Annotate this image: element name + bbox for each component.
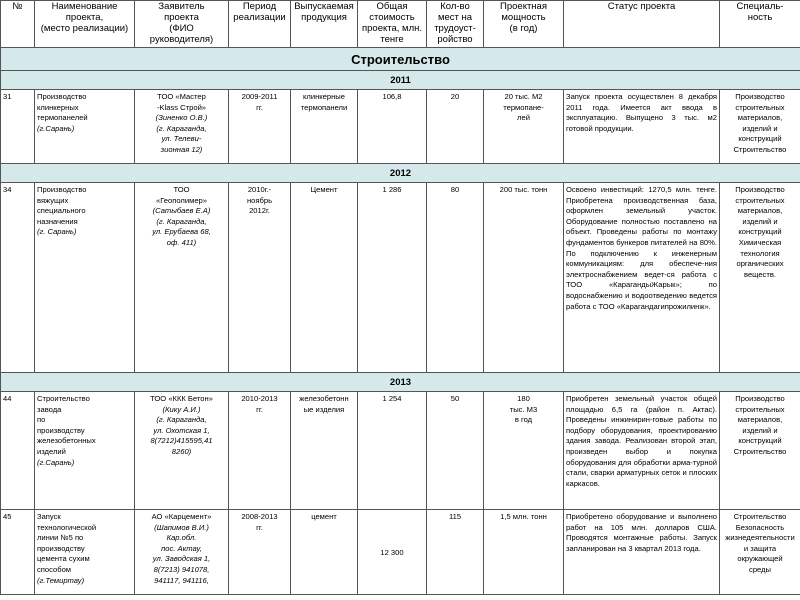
text-line: веществ. [744, 269, 776, 279]
text-line: органических [736, 259, 784, 269]
cell-capacity [484, 90, 564, 164]
text-line: Проектная [500, 1, 547, 12]
text-line: гг. [256, 404, 263, 414]
text-line: Безопасность [735, 522, 785, 532]
table-row [1, 90, 800, 164]
text-line: Цемент [310, 185, 338, 194]
cell-num: 31 [1, 90, 35, 164]
text-line: (в год) [509, 23, 538, 34]
cell-product [291, 510, 358, 595]
table-row [1, 510, 800, 595]
text-line: продукция [301, 12, 347, 23]
text-line: ройство [437, 34, 473, 45]
text-line: (Сатыбаев Е.А) [152, 206, 211, 216]
text-line: Общая [376, 1, 408, 12]
cell-applicant [135, 183, 229, 373]
text-line: Производство [735, 394, 785, 403]
header-row [1, 1, 800, 48]
cell-name [35, 90, 135, 164]
cell-product [291, 392, 358, 510]
text-line: 8(7213) 941078, [153, 564, 210, 574]
text-line: (ФИО [169, 23, 194, 34]
text-line: ность [747, 12, 773, 23]
col-header-product [291, 1, 358, 48]
col-header-applicant [135, 1, 229, 48]
text-line: трудоуст- [434, 23, 476, 34]
text-line: мест на [437, 12, 473, 23]
text-line: цемент [311, 512, 337, 521]
year-label: 2013 [1, 373, 800, 392]
text-line: (Кику А.И.) [162, 404, 201, 414]
text-line: ноябрь [246, 195, 273, 205]
text-line: 20 тыс. М2 [504, 92, 543, 101]
cell-product [291, 90, 358, 164]
text-line: Производство [37, 185, 87, 194]
text-line: материалов, [737, 113, 783, 123]
cell-jobs: 50 [427, 392, 484, 510]
cell-period [229, 183, 291, 373]
col-header-jobs [427, 1, 484, 48]
text-line: железобетонных [37, 436, 96, 446]
text-line: завода [37, 404, 62, 414]
cell-jobs: 20 [427, 90, 484, 164]
text-line: термопане- [503, 102, 544, 112]
text-line: (г. Караганда, [156, 123, 207, 133]
text-line: ул. Заводская 1, [152, 554, 211, 564]
text-line: (Зиненко О.В.) [155, 113, 208, 123]
cell-name [35, 392, 135, 510]
year-label: 2011 [1, 71, 800, 90]
section-row [1, 48, 800, 71]
text-line: конструкций [738, 134, 782, 144]
text-line: 200 тыс. тонн [499, 185, 548, 194]
text-line: Производство [735, 185, 785, 194]
col-header-cost [358, 1, 427, 48]
text-line: (г. Караганда, [156, 216, 207, 226]
cell-period [229, 90, 291, 164]
text-line: изделий и [742, 123, 778, 133]
cell-status: Запуск проекта осуществлен 8 декабря 2011 года. Имеется акт ввода в эксплуатацию. Выпущено 3 тыс. м2 готовой продукции. [564, 90, 720, 164]
text-line: клинкерные [302, 92, 345, 101]
cell-specialty [720, 90, 800, 164]
text-line: технология [740, 248, 780, 258]
cell-specialty [720, 392, 800, 510]
text-line: Химическая [738, 237, 782, 247]
cell-status: Освоено инвестиций: 1270,5 млн. тенге. Приобретена производственная база, оформлен земельный участок. Оборудование полностью поставлено на объект. Проведены работы по монтажу фундаментов бункеров питателей на 80%. По подключению к инженерным коммуникациям: для обеспече-ния электроснабжением ведет-ся работа с ТОО «КарагандыЖарык»; по водоснабжению и водоотведению ведется работа с ТОО «Карагандагипрожилинж». [564, 183, 720, 373]
text-line: пос. Актау, [161, 543, 202, 553]
cell-name [35, 510, 135, 595]
text-line: ТОО «Мастер [157, 92, 206, 101]
col-header-name [35, 1, 135, 48]
text-line: АО «Карцемент» [151, 512, 212, 521]
text-line: Кол-во [440, 1, 470, 12]
text-line: стоимость [369, 12, 415, 23]
cell-num: 34 [1, 183, 35, 373]
cell-capacity [484, 510, 564, 595]
text-line: ТОО [173, 185, 190, 194]
text-line: проекта [164, 12, 199, 23]
year-label: 2012 [1, 164, 800, 183]
col-header-spec [720, 1, 800, 48]
text-line: в год [514, 415, 533, 425]
text-line: конструкций [738, 436, 782, 446]
cell-period [229, 510, 291, 595]
text-line: мощность [501, 12, 546, 23]
cell-status: Приобретен земельный участок общей площадью 6,5 га (район п. Актас). Проведены инжинирин-говые работы по подбору оборудования, проектированию здания завода. Реализован второй этап, произведен выбор и покупка оборудования для обработки арма-турной стали, сварки арматурных сеток и плоских каркасов. [564, 392, 720, 510]
text-line: и защита [743, 543, 777, 553]
col-header-num: № [1, 1, 35, 48]
text-line: изделий и [742, 216, 778, 226]
text-line: 2010г.- [247, 185, 272, 194]
cell-cost: 12 300 [358, 510, 427, 595]
text-line: Строительство [733, 512, 787, 521]
text-line: 2009-2011 [241, 92, 278, 101]
text-line: линии №5 по [37, 533, 84, 543]
text-line: материалов, [737, 206, 783, 216]
text-line: Строительство [733, 144, 787, 154]
cell-num: 45 [1, 510, 35, 595]
text-line: 2008-2013 [241, 512, 278, 521]
table-row [1, 183, 800, 373]
text-line: Специаль- [736, 1, 784, 12]
text-line: строительных [735, 195, 785, 205]
col-header-period [229, 1, 291, 48]
text-line: 180 [517, 394, 530, 403]
col-header-capacity [484, 1, 564, 48]
text-line: 1,5 млн. тонн [500, 512, 547, 521]
year-row [1, 373, 800, 392]
text-line: проекта, [65, 12, 104, 23]
cell-capacity [484, 183, 564, 373]
year-row [1, 164, 800, 183]
col-header-status: Статус проекта [564, 1, 720, 48]
text-line: 8260) [171, 446, 192, 456]
text-line: ул. Охотская 1, [153, 425, 210, 435]
cell-specialty [720, 183, 800, 373]
text-line: изделий и [742, 425, 778, 435]
text-line: термопанели [300, 102, 348, 112]
text-line: гг. [256, 522, 263, 532]
project-place: (г.Сарань) [37, 123, 75, 133]
text-line: ые изделия [303, 404, 345, 414]
text-line: Производство [37, 92, 87, 101]
cell-jobs: 115 [427, 510, 484, 595]
project-place: (г.Темиртау) [37, 575, 85, 585]
cell-capacity [484, 392, 564, 510]
text-line: Наименование [51, 1, 118, 12]
text-line: термопанелей [37, 113, 88, 123]
text-line: Период [242, 1, 277, 12]
text-line: среды [749, 564, 771, 574]
cell-period [229, 392, 291, 510]
cell-jobs: 80 [427, 183, 484, 373]
year-row [1, 71, 800, 90]
text-line: Кар.обл. [166, 533, 197, 543]
text-line: ул. Ерубаева 68, [152, 227, 211, 237]
text-line: тыс. М3 [509, 404, 538, 414]
cell-num: 44 [1, 392, 35, 510]
cell-applicant [135, 392, 229, 510]
text-line: специального [37, 206, 86, 216]
cell-applicant [135, 90, 229, 164]
text-line: железобетонн [299, 394, 349, 403]
text-line: способом [37, 564, 72, 574]
text-line: «Геополимер» [155, 195, 207, 205]
text-line: назначения [37, 216, 78, 226]
text-line: проекта, млн. [361, 23, 423, 34]
text-line: ТОО «ККК Бетон» [150, 394, 213, 403]
text-line: (г. Караганда, [156, 415, 207, 425]
cell-cost: 106,8 [358, 90, 427, 164]
text-line: Выпускаемая [294, 1, 354, 12]
cell-name [35, 183, 135, 373]
cell-specialty [720, 510, 800, 595]
project-place: (г. Сарань) [37, 227, 77, 237]
text-line: производству [37, 425, 85, 435]
text-line: клинкерных [37, 102, 79, 112]
text-line: тенге [380, 34, 404, 45]
project-place: (г.Сарань) [37, 457, 75, 467]
text-line: вяжущих [37, 195, 69, 205]
text-line: реализации [233, 12, 286, 23]
text-line: ул. Телеви- [161, 134, 202, 144]
text-line: руководителя) [149, 34, 214, 45]
text-line: 8(7212)415595,41 [150, 436, 213, 446]
text-line: по [37, 415, 46, 425]
text-line: цемента сухим [37, 554, 90, 564]
text-line: материалов, [737, 415, 783, 425]
text-line: зионная 12) [160, 144, 203, 154]
text-line: (место реализации) [40, 23, 129, 34]
cell-cost: 1 254 [358, 392, 427, 510]
text-line: окружающей [737, 554, 783, 564]
text-line: технологической [37, 522, 97, 532]
text-line: Строительство [37, 394, 90, 403]
text-line: жизнедеятельности [725, 533, 795, 543]
text-line: Запуск [37, 512, 61, 521]
cell-cost: 1 286 [358, 183, 427, 373]
text-line: Строительство [733, 446, 787, 456]
text-line: (Шапимов В.И.) [154, 522, 209, 532]
text-line: строительных [735, 404, 785, 414]
text-line: Производство [735, 92, 785, 101]
cell-status: Приобретено оборудование и выполнено работ на 105 млн. долларов США. Проводятся монтажные работы. Запуск запланирован на 3 квартал 2013 года. [564, 510, 720, 595]
text-line: лей [517, 113, 530, 123]
text-line: изделий [37, 446, 66, 456]
text-line: производству [37, 543, 85, 553]
text-line: 941117, 941116, [154, 575, 209, 585]
cell-product [291, 183, 358, 373]
text-line: 2010-2013 [241, 394, 278, 403]
text-line: гг. [256, 102, 263, 112]
text-line: -Klass Строй» [156, 102, 207, 112]
cell-applicant [135, 510, 229, 595]
text-line: строительных [735, 102, 785, 112]
text-line: оф. 411) [166, 237, 197, 247]
text-line: 2012г. [249, 206, 270, 216]
table-row [1, 392, 800, 510]
section-title: Строительство [1, 48, 800, 71]
text-line: Заявитель [158, 1, 205, 12]
text-line: конструкций [738, 227, 782, 237]
